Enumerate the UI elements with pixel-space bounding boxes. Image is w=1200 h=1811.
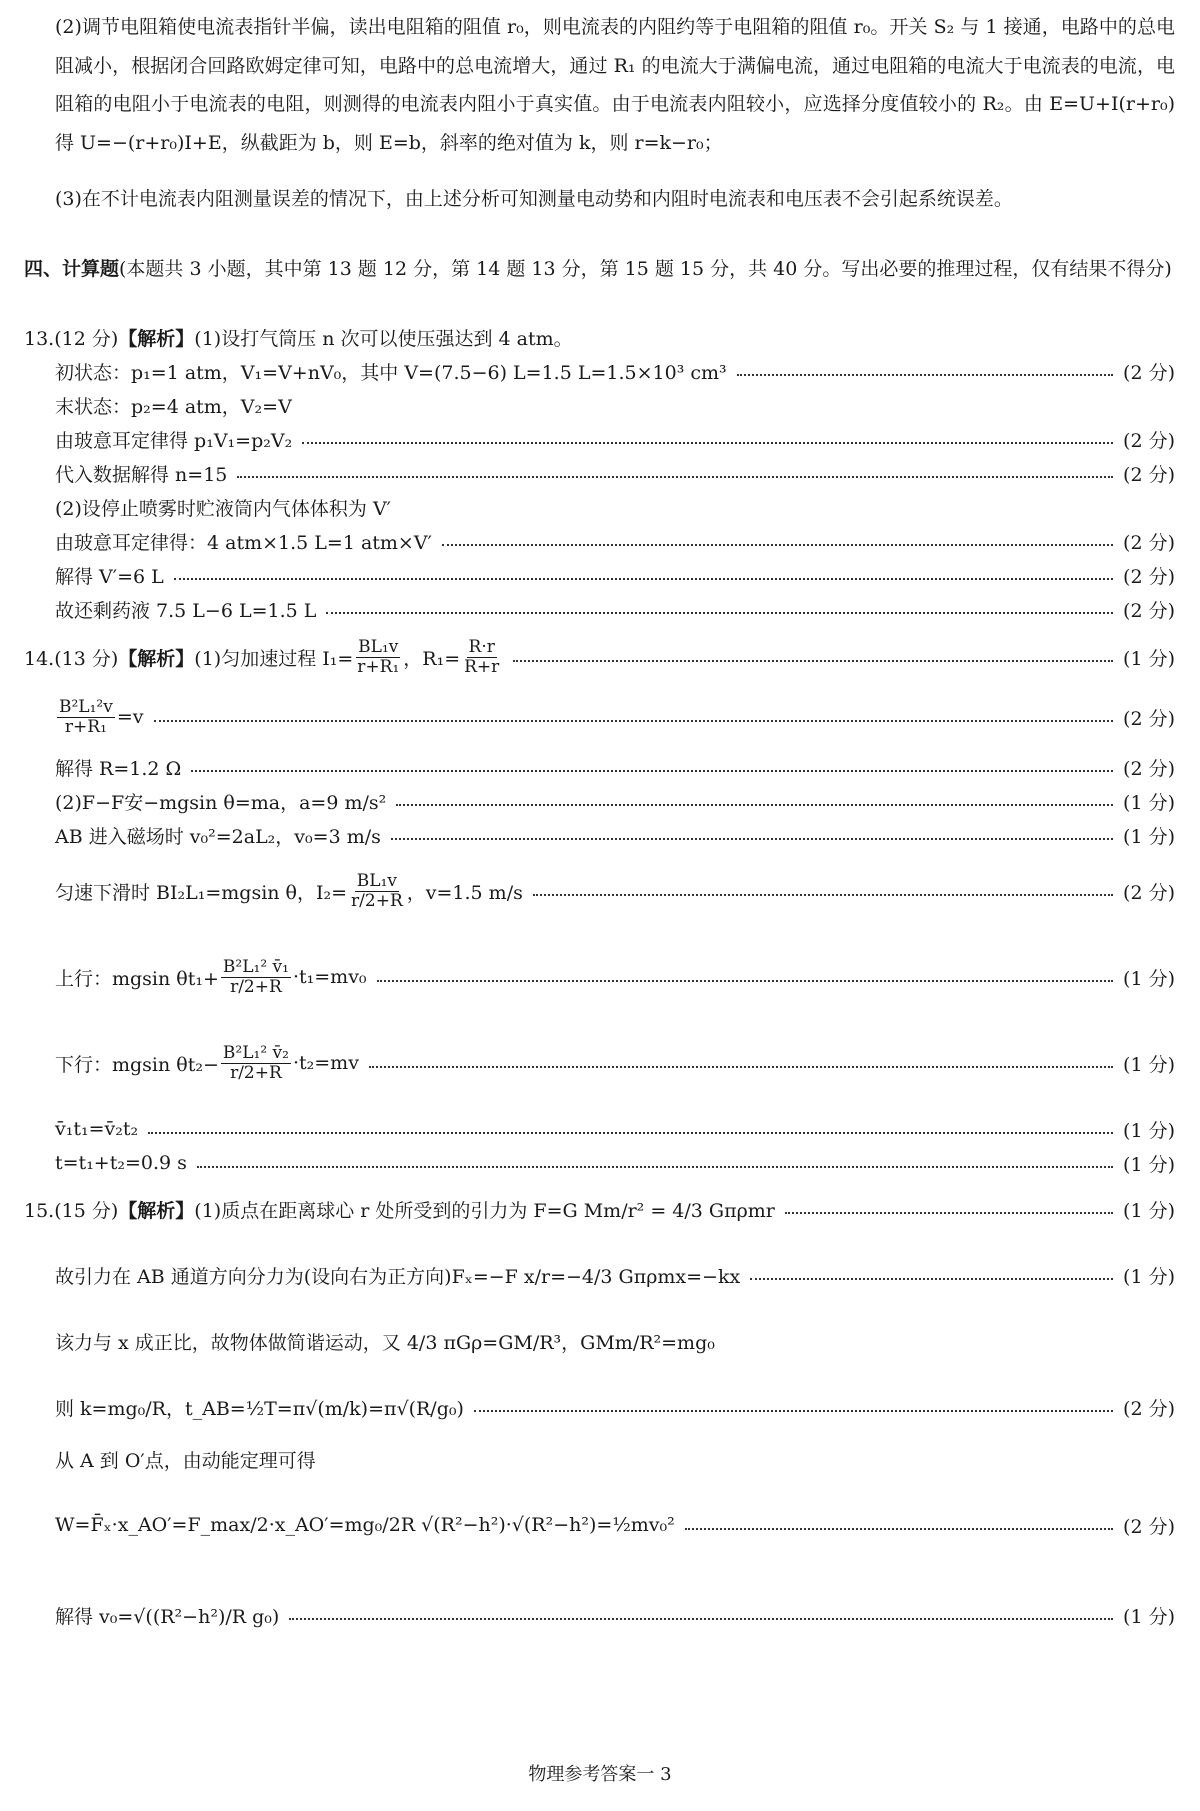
line-text: ，v=1.5 m/s <box>406 881 523 904</box>
score: (2 分) <box>1123 531 1175 554</box>
leader-dots <box>289 1618 1113 1620</box>
q13-line <box>55 352 1175 390</box>
numerator: B²L₁²v <box>59 696 113 717</box>
q13-line <box>55 522 1175 560</box>
score: (2 分) <box>1123 881 1175 904</box>
score: (2 分) <box>1123 361 1175 384</box>
score: (1 分) <box>1123 791 1175 814</box>
score: (1 分) <box>1123 1199 1175 1222</box>
score: (2 分) <box>1123 463 1175 486</box>
score: (1 分) <box>1123 647 1175 670</box>
score: (2 分) <box>1123 1515 1175 1538</box>
numerator: B²L₁² v̄₂ <box>222 1042 289 1063</box>
q14-line <box>55 688 1175 746</box>
paragraph-part3-2 <box>55 8 1175 162</box>
leader-dots <box>191 770 1113 772</box>
score: (1 分) <box>1123 967 1175 990</box>
line-text: 匀速下滑时 BI₂L₁=mgsin θ，I₂= <box>55 881 348 904</box>
section-4-header <box>24 250 1175 289</box>
score: (1 分) <box>1123 1605 1175 1628</box>
line-text: 由玻意耳定律得：4 atm×1.5 L=1 atm×V′ <box>55 531 432 554</box>
numerator: BL₁v <box>356 870 397 891</box>
q15-line <box>55 1312 1175 1370</box>
score: (1 分) <box>1123 1153 1175 1176</box>
numerator: R·r <box>468 636 495 657</box>
leader-dots <box>391 838 1113 840</box>
score: (1 分) <box>1123 1053 1175 1076</box>
line-text: v̄₁t₁=v̄₂t₂ <box>55 1118 139 1140</box>
line-text: 初状态：p₁=1 atm，V₁=V+nV₀，其中 V=(7.5−6) L=1.5 L=1.5×10³ cm³ <box>55 361 727 384</box>
line-text: ·t₁=mv₀ <box>292 966 367 988</box>
question-text: (1)匀加速过程 I₁= <box>194 647 354 670</box>
score: (2 分) <box>1123 599 1175 622</box>
q15-line <box>55 1378 1175 1436</box>
line-text: 故引力在 AB 通道方向分力为(设向右为正方向)Fₓ=−F x/r=−4/3 Gπρmx=−kx <box>55 1265 741 1288</box>
q14-line <box>55 1024 1175 1102</box>
leader-dots <box>396 804 1113 806</box>
score: (2 分) <box>1123 1397 1175 1420</box>
question-text: ，R₁= <box>403 647 461 670</box>
line-text: t=t₁+t₂=0.9 s <box>55 1152 187 1174</box>
analysis-tag: 【解析】 <box>118 327 195 350</box>
q14-line <box>55 852 1175 930</box>
line-text: 由玻意耳定律得 p₁V₁=p₂V₂ <box>55 429 293 452</box>
q15-header <box>24 1180 1175 1238</box>
leader-dots <box>685 1528 1113 1530</box>
denominator: r+R₁ <box>64 716 107 737</box>
leader-dots <box>326 612 1113 614</box>
line-text: 代入数据解得 n=15 <box>55 463 228 486</box>
line-text: 解得 v₀=√((R²−h²)/R g₀) <box>55 1605 280 1628</box>
question-number: 15.(15 分) <box>24 1199 119 1222</box>
leader-dots <box>474 1410 1113 1412</box>
line-text: =v <box>116 706 144 728</box>
fraction <box>349 872 405 910</box>
q13-line <box>55 420 1175 458</box>
q13-line <box>55 590 1175 628</box>
q13-line <box>55 454 1175 492</box>
leader-dots <box>237 476 1113 478</box>
q14-line <box>55 938 1175 1016</box>
denominator: r/2+R <box>230 1062 282 1083</box>
q15-line <box>55 1246 1175 1304</box>
leader-dots <box>174 578 1113 580</box>
line-text: ·t₂=mv <box>292 1052 359 1074</box>
paragraph-part3-3 <box>55 180 1175 219</box>
line-text: 则 k=mg₀/R，t_AB=½T=π√(m/k)=π√(R/g₀) <box>55 1397 464 1420</box>
fraction <box>57 698 115 736</box>
question-text: (1)质点在距离球心 r 处所受到的引力为 F=G Mm/r² = 4/3 Gπρmr <box>194 1199 775 1222</box>
q15-line <box>55 1496 1175 1554</box>
score: (2 分) <box>1123 429 1175 452</box>
leader-dots <box>737 374 1113 376</box>
question-number: 14.(13 分) <box>24 647 119 670</box>
q13-line <box>55 488 1175 526</box>
question-number: 13.(12 分) <box>24 327 119 350</box>
numerator: B²L₁² v̄₁ <box>222 956 289 977</box>
line-text: 末状态：p₂=4 atm，V₂=V <box>55 395 292 418</box>
leader-dots <box>442 544 1113 546</box>
paragraph-text: (2)调节电阻箱使电流表指针半偏，读出电阻箱的阻值 r₀，则电流表的内阻约等于电阻箱的阻值 r₀。开关 S₂ 与 1 接通，电路中的总电阻减小，根据闭合回路欧姆定律可知，电路中的总电流增大，通过 R₁ 的电流大于满偏电流，通过电阻箱的电流大于电流表的电流，电阻箱的电阻小于电流表的电阻，则测得的电流表内阻小于真实值。由于电流表内阻较小，应选择分度值较小的 R₂。由 E=U+I(r+r₀) 得 U=−(r+r₀)I+E，纵截距为 b，则 E=b，斜率的绝对值为 k，则 r=k−r₀； <box>55 16 1175 154</box>
denominator: r+R₁ <box>357 656 400 677</box>
paragraph-text: (3)在不计电流表内阻测量误差的情况下，由上述分析可知测量电动势和内阻时电流表和电压表不会引起系统误差。 <box>55 188 1013 210</box>
line-text: W=F̄ₓ·x_AO′=F_max/2·x_AO′=mg₀/2R √(R²−h²)·√(R²−h²)=½mv₀² <box>55 1514 675 1536</box>
leader-dots <box>533 894 1113 896</box>
fraction <box>221 958 291 996</box>
section-desc: (本题共 3 小题，其中第 13 题 12 分，第 14 题 13 分，第 15 题 15 分，共 40 分。写出必要的推理过程，仅有结果不得分) <box>119 258 1172 280</box>
line-text: AB 进入磁场时 v₀²=2aL₂，v₀=3 m/s <box>55 825 381 848</box>
denominator: r/2+R <box>230 976 282 997</box>
score: (1 分) <box>1123 1119 1175 1142</box>
analysis-tag: 【解析】 <box>118 647 195 670</box>
leader-dots <box>513 660 1113 662</box>
line-text: (2)设停止喷雾时贮液筒内气体体积为 V′ <box>55 497 391 520</box>
numerator: BL₁v <box>358 636 399 657</box>
leader-dots <box>369 1066 1113 1068</box>
line-text: 故还剩药液 7.5 L−6 L=1.5 L <box>55 599 317 622</box>
line-text: 上行：mgsin θt₁+ <box>55 967 219 990</box>
leader-dots <box>154 720 1114 722</box>
q15-line <box>55 1440 1175 1478</box>
analysis-tag: 【解析】 <box>118 1199 195 1222</box>
q13-line <box>55 386 1175 424</box>
leader-dots <box>785 1212 1113 1214</box>
q14-line <box>55 816 1175 854</box>
leader-dots <box>302 442 1113 444</box>
score: (1 分) <box>1123 1265 1175 1288</box>
denominator: r/2+R <box>351 890 403 911</box>
line-text: 解得 R=1.2 Ω <box>55 757 182 780</box>
fraction <box>462 638 501 676</box>
fraction <box>355 638 401 676</box>
q15-line <box>55 1586 1175 1644</box>
fraction <box>221 1044 291 1082</box>
page-footer: 物理参考答案一 3 <box>528 1764 672 1785</box>
score: (2 分) <box>1123 565 1175 588</box>
score: (1 分) <box>1123 825 1175 848</box>
leader-dots <box>148 1132 1113 1134</box>
section-title: 四、计算题 <box>24 258 120 280</box>
line-text: 解得 V′=6 L <box>55 565 164 588</box>
line-text: 该力与 x 成正比，故物体做简谐运动，又 4/3 πGρ=GM/R³，GMm/R²=mg₀ <box>55 1331 715 1354</box>
leader-dots <box>197 1166 1113 1168</box>
line-text: 下行：mgsin θt₂− <box>55 1053 219 1076</box>
q13-line <box>55 556 1175 594</box>
question-text: (1)设打气筒压 n 次可以使压强达到 4 atm。 <box>194 327 573 350</box>
q14-line <box>55 1110 1175 1148</box>
q14-line <box>55 782 1175 820</box>
denominator: R+r <box>464 656 500 677</box>
q14-line <box>55 1144 1175 1182</box>
q13-header <box>24 318 1175 356</box>
q14-line <box>55 748 1175 786</box>
score: (2 分) <box>1123 707 1175 730</box>
line-text: 从 A 到 O′点，由动能定理可得 <box>55 1449 316 1472</box>
score: (2 分) <box>1123 757 1175 780</box>
leader-dots <box>750 1278 1113 1280</box>
line-text: (2)F−F安−mgsin θ=ma，a=9 m/s² <box>55 791 387 814</box>
q14-header <box>24 628 1175 686</box>
leader-dots <box>377 980 1113 982</box>
